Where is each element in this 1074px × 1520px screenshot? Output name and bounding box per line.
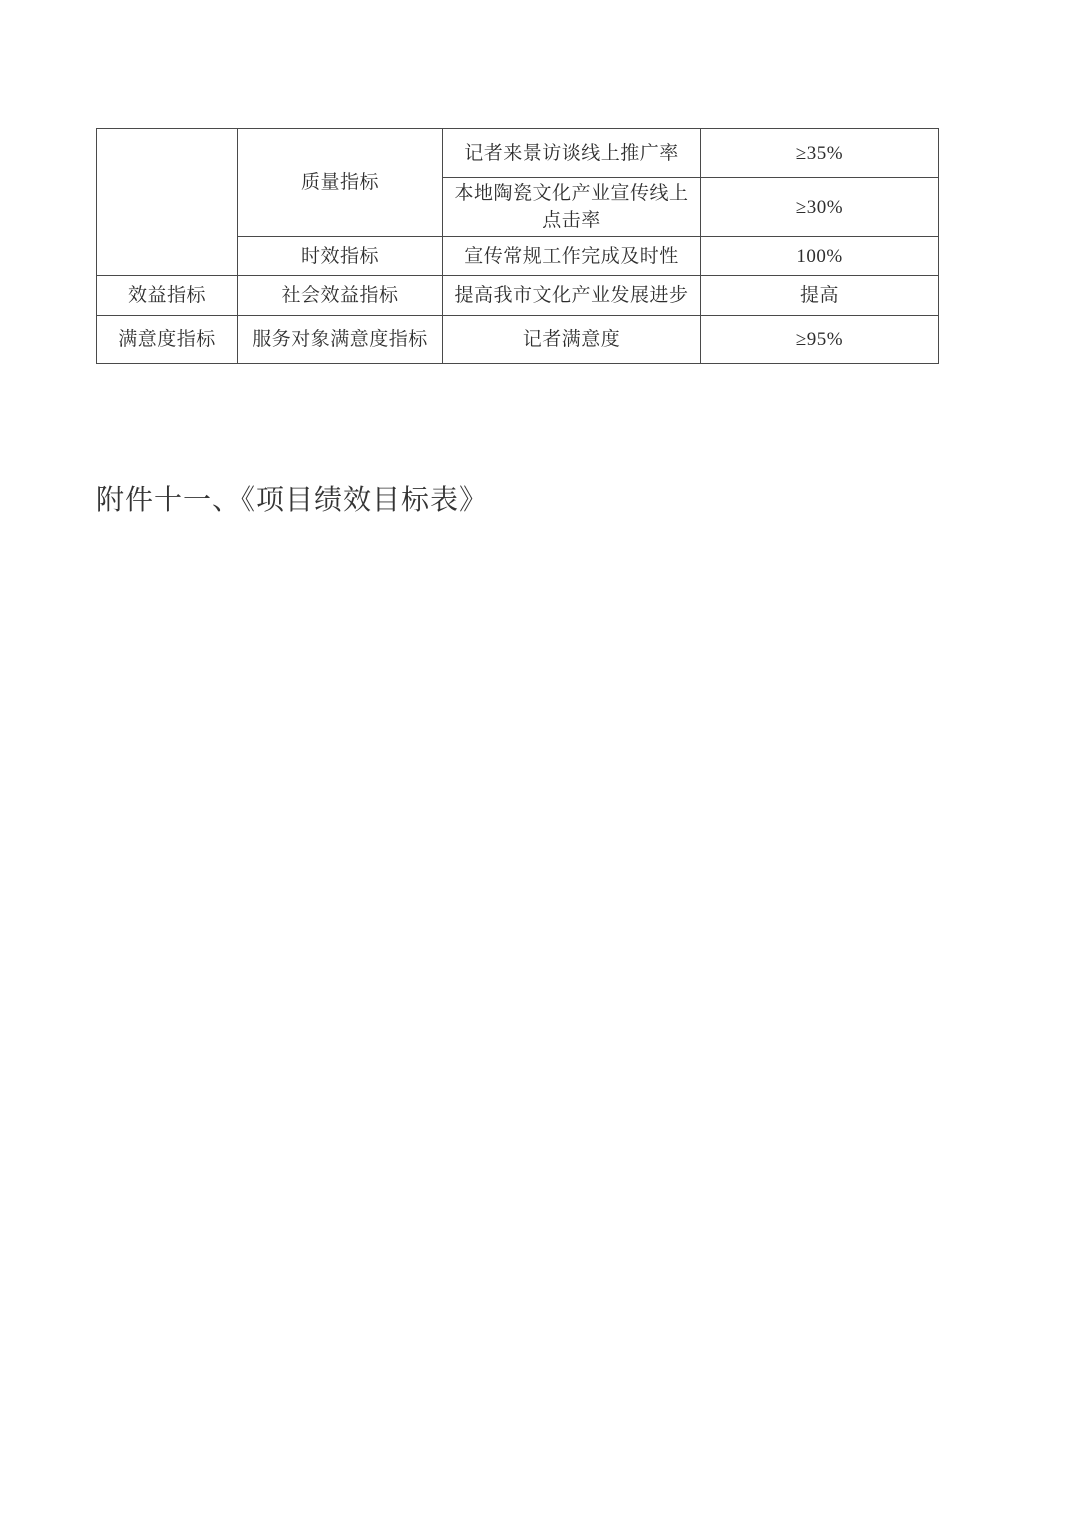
type-cell-service-satisfaction: 服务对象满意度指标 [238, 316, 443, 364]
table-row [97, 316, 939, 364]
target-value-cell: ≥95% [701, 316, 939, 364]
indicator-cell: 记者满意度 [443, 316, 701, 364]
target-value-cell: 提高 [701, 276, 939, 316]
indicator-cell: 本地陶瓷文化产业宣传线上点击率 [443, 178, 701, 237]
category-cell-benefit: 效益指标 [97, 276, 238, 316]
performance-indicator-table [96, 128, 939, 364]
target-value-cell: 100% [701, 237, 939, 276]
target-value-cell: ≥30% [701, 178, 939, 237]
attachment-heading: 附件十一、《项目绩效目标表》 [96, 485, 489, 516]
category-cell-satisfaction: 满意度指标 [97, 316, 238, 364]
table-row [97, 129, 939, 178]
indicator-cell: 宣传常规工作完成及时性 [443, 237, 701, 276]
type-cell-timeliness: 时效指标 [238, 237, 443, 276]
type-cell-social-benefit: 社会效益指标 [238, 276, 443, 316]
target-value-cell: ≥35% [701, 129, 939, 178]
indicator-cell: 记者来景访谈线上推广率 [443, 129, 701, 178]
type-cell-quality: 质量指标 [238, 129, 443, 237]
table-row [97, 276, 939, 316]
indicator-cell: 提高我市文化产业发展进步 [443, 276, 701, 316]
category-cell-empty [97, 129, 238, 276]
